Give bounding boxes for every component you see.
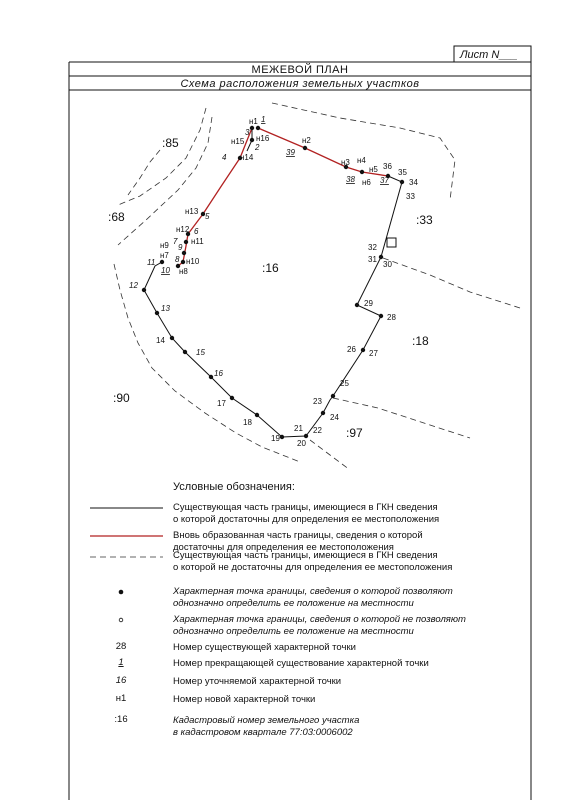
label-31: 31 — [368, 255, 377, 264]
label-30: 30 — [383, 260, 392, 269]
point-17 — [230, 396, 234, 400]
plan-subtitle: Схема расположения земельных участков — [180, 78, 420, 90]
label-n7: н7 — [160, 251, 169, 260]
point-1 — [256, 126, 260, 130]
legend-item-3-line1: Существующая часть границы, имеющиеся в ГКН сведения — [173, 550, 438, 561]
existing-boundary — [144, 128, 402, 437]
point-18 — [255, 413, 259, 417]
legend-symbol-1: 1 — [118, 657, 124, 668]
label-12: 12 — [129, 281, 138, 290]
legend-item-5-line2: однозначно определить ее положение на местности — [173, 626, 414, 637]
label-37: 37 — [380, 176, 389, 185]
point-n1 — [250, 126, 254, 130]
label-19: 19 — [271, 434, 280, 443]
parcel-85-label: :85 — [162, 136, 179, 150]
label-14: 14 — [156, 336, 165, 345]
label-9: 9 — [178, 243, 183, 252]
legend-item-10-line2: в кадастровом квартале 77:03:0006002 — [173, 727, 353, 738]
label-33: 33 — [406, 192, 415, 201]
sheet-label-box — [454, 46, 531, 62]
point-28 — [379, 314, 383, 318]
label-23: 23 — [313, 397, 322, 406]
point-12 — [142, 288, 146, 292]
label-n16: н16 — [256, 134, 270, 143]
point-n11 — [184, 240, 188, 244]
label-7: 7 — [173, 237, 178, 246]
legend-heading: Условные обозначения: — [173, 481, 295, 493]
label-n14: н14 — [240, 153, 254, 162]
label-26: 26 — [347, 345, 356, 354]
label-17: 17 — [217, 399, 226, 408]
point-26 — [361, 348, 365, 352]
label-28: 28 — [387, 313, 396, 322]
label-32: 32 — [368, 243, 377, 252]
legend-item-7-line1: Номер прекращающей существование характерной точки — [173, 658, 429, 669]
point-29 — [355, 303, 359, 307]
legend-item-2-line1: Вновь образованная часть границы, сведения о которой — [173, 530, 423, 541]
point-n2 — [303, 146, 307, 150]
legend-item-1-line1: Существующая часть границы, имеющиеся в ГКН сведения — [173, 502, 438, 513]
label-4: 4 — [222, 153, 227, 162]
legend-hollow-point-symbol — [119, 618, 123, 622]
label-n11: н11 — [191, 237, 204, 246]
label-35: 35 — [398, 168, 407, 177]
label-1: 1 — [261, 115, 266, 124]
dashed-boundary-south-west — [114, 264, 300, 462]
point-11 — [160, 260, 164, 264]
sheet-label: Лист N___ — [460, 49, 518, 61]
point-25 — [331, 394, 335, 398]
legend-item-6-line1: Номер существующей характерной точки — [173, 642, 356, 653]
point-n16 — [250, 138, 254, 142]
point-n5 — [360, 170, 364, 174]
label-8: 8 — [175, 255, 180, 264]
legend-item-8-line1: Номер уточняемой характерной точки — [173, 676, 342, 687]
label-n2: н2 — [302, 136, 311, 145]
label-n6: н6 — [362, 178, 371, 187]
point-22 — [304, 434, 308, 438]
point-19 — [280, 435, 284, 439]
legend-filled-point-symbol — [119, 590, 124, 595]
legend — [90, 481, 466, 738]
parcel-16-label: :16 — [262, 261, 279, 275]
legend-item-2-line2: достаточны для определения ее местоположения — [173, 542, 394, 553]
label-n5: н5 — [369, 165, 378, 174]
label-38: 38 — [346, 175, 355, 184]
label-11: 11 — [147, 258, 156, 267]
label-n8: н8 — [179, 267, 188, 276]
label-25: 25 — [340, 379, 349, 388]
label-n4: н4 — [357, 156, 366, 165]
parcel-18-label: :18 — [412, 334, 429, 348]
label-5: 5 — [205, 212, 210, 221]
label-n3: н3 — [341, 158, 350, 167]
label-n13: н13 — [185, 207, 199, 216]
label-20: 20 — [297, 439, 306, 448]
label-10: 10 — [161, 266, 170, 275]
point-34 — [400, 180, 404, 184]
new-boundary — [178, 128, 388, 266]
label-n1: н1 — [249, 117, 258, 126]
point-31 — [379, 255, 383, 259]
parcel-33-label: :33 — [416, 213, 433, 227]
parcel-90-label: :90 — [113, 391, 130, 405]
label-n15: н15 — [231, 137, 245, 146]
label-24: 24 — [330, 413, 339, 422]
legend-item-3-line2: о которой не достаточны для определения ее местоположения — [173, 562, 453, 573]
dashed-boundaries — [114, 103, 520, 470]
legend-item-4-line1: Характерная точка границы, сведения о которой позволяют — [173, 586, 453, 597]
label-n12: н12 — [176, 225, 190, 234]
label-29: 29 — [364, 299, 373, 308]
point-labels — [129, 115, 418, 448]
label-2: 2 — [255, 143, 260, 152]
legend-item-4-line2: однозначно определить ее положение на местности — [173, 598, 414, 609]
label-18: 18 — [243, 418, 252, 427]
legend-item-10-line1: Кадастровый номер земельного участка — [173, 715, 360, 726]
point-24 — [321, 411, 325, 415]
label-13: 13 — [161, 304, 170, 313]
point-n10 — [181, 260, 185, 264]
plan-title: МЕЖЕВОЙ ПЛАН — [251, 64, 349, 76]
label-39: 39 — [286, 148, 295, 157]
legend-symbol-16-parcel: :16 — [114, 714, 128, 725]
legend-item-1-line2: о которой достаточны для определения ее местоположения — [173, 514, 440, 525]
dashed-boundary-south — [310, 440, 350, 470]
dashed-boundary-outer-west — [118, 108, 206, 205]
label-6: 6 — [194, 227, 199, 236]
point-13 — [155, 311, 159, 315]
dashed-boundary-85 — [128, 150, 160, 195]
legend-symbol-n1: н1 — [115, 693, 127, 704]
label-n9: н9 — [160, 241, 169, 250]
legend-item-5-line1: Характерная точка границы, сведения о которой не позволяют — [173, 614, 466, 625]
legend-symbol-28: 28 — [115, 641, 127, 652]
label-15: 15 — [196, 348, 205, 357]
label-27: 27 — [369, 349, 378, 358]
label-34: 34 — [409, 178, 418, 187]
point-n9 — [182, 251, 186, 255]
point-14 — [170, 336, 174, 340]
point-16 — [209, 375, 213, 379]
label-22: 22 — [313, 426, 322, 435]
dashed-boundary-30 — [383, 258, 520, 308]
label-3: 3 — [245, 128, 250, 137]
parcel-68-label: :68 — [108, 210, 125, 224]
point-32-square — [387, 238, 396, 247]
label-21: 21 — [294, 424, 303, 433]
label-n10: н10 — [186, 257, 200, 266]
legend-symbol-16: 16 — [115, 675, 127, 686]
parcel-97-label: :97 — [346, 426, 363, 440]
legend-item-9-line1: Номер новой характерной точки — [173, 694, 316, 705]
label-36: 36 — [383, 162, 392, 171]
label-16: 16 — [214, 369, 223, 378]
point-15 — [183, 350, 187, 354]
